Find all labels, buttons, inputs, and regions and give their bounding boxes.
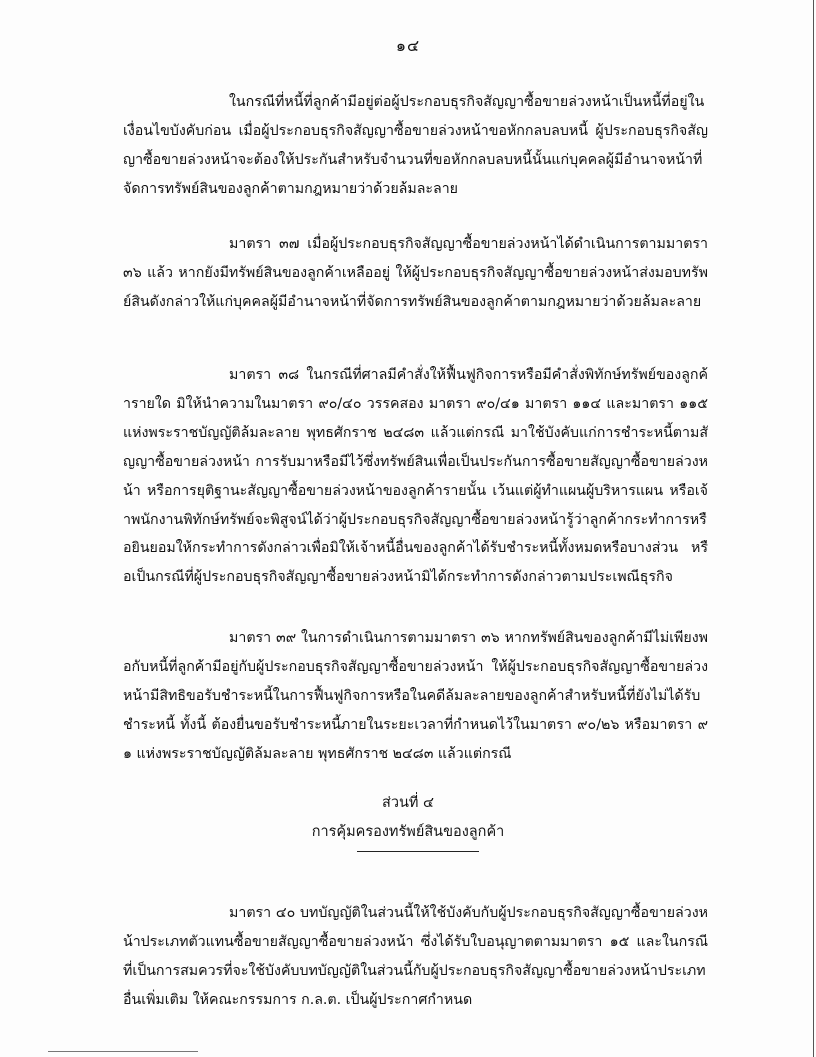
heading-underline-rule	[357, 851, 479, 852]
paragraph-section-39: มาตรา ๓๙ ในการดำเนินการตามมาตรา ๓๖ หากทรัพย์สินของลูกค้ามีไม่เพียงพอกับหนี้ที่ลูกค้ามีอยู่กับผู้ประกอบธุรกิจสัญญาซื้อขายล่วงหน้า ให้ผู้ประกอบธุรกิจสัญญาซื้อขายล่วงหน้ามีสิทธิขอรับชำระหนี้ในการฟื้นฟูกิจการหรือในคดีล้มละลายของลูกค้าสำหรับหนี้ที่ยังไม่ได้รับชำระหนี้ ทั้งนี้ ต้องยื่นขอรับชำระหนี้ภายในระยะเวลาที่กำหนดไว้ในมาตรา ๙๐/๒๖ หรือมาตรา ๙๑ แห่งพระราชบัญญัติล้มละลาย พุทธศักราช ๒๔๘๓ แล้วแต่กรณี	[123, 630, 708, 762]
paragraph-section-38: มาตรา ๓๘ ในกรณีที่ศาลมีคำสั่งให้ฟื้นฟูกิจการหรือมีคำสั่งพิทักษ์ทรัพย์ของลูกค้ารายใด มิให้นำความในมาตรา ๙๐/๔๐ วรรคสอง มาตรา ๙๐/๔๑ มาตรา ๑๑๔ และมาตรา ๑๑๕ แห่งพระราชบัญญัติล้มละลาย พุทธศักราช ๒๔๘๓ แล้วแต่กรณี มาใช้บังคับแก่การชำระหนี้ตามสัญญาซื้อขายล่วงหน้า การรับมาหรือมีไว้ซึ่งทรัพย์สินเพื่อเป็นประกันการซื้อขายสัญญาซื้อขายล่วงหน้า หรือการยุติฐานะสัญญาซื้อขายล่วงหน้าของลูกค้ารายนั้น เว้นแต่ผู้ทำแผนผู้บริหารแผน หรือเจ้าพนักงานพิทักษ์ทรัพย์จะพิสูจน์ได้ว่าผู้ประกอบธุรกิจสัญญาซื้อขายล่วงหน้ารู้ว่าลูกค้ากระทำการหรือยินยอมให้กระทำการดังกล่าวเพื่อมิให้เจ้าหนี้อื่นของลูกค้าได้รับชำระหนี้ทั้งหมดหรือบางส่วน หรือเป็นกรณีที่ผู้ประกอบธุรกิจสัญญาซื้อขายล่วงหน้ามิได้กระทำการดังกล่าวตามประเพณีธุรกิจ	[123, 367, 708, 586]
page-number: ๑๔	[395, 36, 421, 55]
paragraph-debt-offset-condition: ในกรณีที่หนี้ที่ลูกค้ามีอยู่ต่อผู้ประกอบธุรกิจสัญญาซื้อขายล่วงหน้าเป็นหนี้ที่อยู่ในเงื่อนไขบังคับก่อน เมื่อผู้ประกอบธุรกิจสัญญาซื้อขายล่วงหน้าขอหักกลบลบหนี้ ผู้ประกอบธุรกิจสัญญาซื้อขายล่วงหน้าจะต้องให้ประกันสำหรับจำนวนที่ขอหักกลบลบหนี้นั้นแก่บุคคลผู้มีอำนาจหน้าที่จัดการทรัพย์สินของลูกค้าตามกฎหมายว่าด้วยล้มละลาย	[123, 94, 708, 197]
footnote-rule	[48, 1051, 198, 1052]
page-edge	[813, 0, 814, 1057]
part-number-heading: ส่วนที่ ๔	[381, 795, 435, 811]
part-title-heading: การคุ้มครองทรัพย์สินของลูกค้า	[311, 824, 505, 840]
paragraph-section-40: มาตรา ๔๐ บทบัญญัติในส่วนนี้ให้ใช้บังคับกับผู้ประกอบธุรกิจสัญญาซื้อขายล่วงหน้าประเภทตัวแทนซื้อขายสัญญาซื้อขายล่วงหน้า ซึ่งได้รับใบอนุญาตตามมาตรา ๑๕ และในกรณีที่เป็นการสมควรที่จะใช้บังคับบทบัญญัติในส่วนนี้กับผู้ประกอบธุรกิจสัญญาซื้อขายล่วงหน้าประเภทอื่นเพิ่มเติม ให้คณะกรรมการ ก.ล.ต. เป็นผู้ประกาศกำหนด	[123, 905, 708, 1008]
paragraph-section-37: มาตรา ๓๗ เมื่อผู้ประกอบธุรกิจสัญญาซื้อขายล่วงหน้าได้ดำเนินการตามมาตรา ๓๖ แล้ว หากยังมีทรัพย์สินของลูกค้าเหลืออยู่ ให้ผู้ประกอบธุรกิจสัญญาซื้อขายล่วงหน้าส่งมอบทรัพย์สินดังกล่าวให้แก่บุคคลผู้มีอำนาจหน้าที่จัดการทรัพย์สินของลูกค้าตามกฎหมายว่าด้วยล้มละลาย	[123, 236, 708, 310]
